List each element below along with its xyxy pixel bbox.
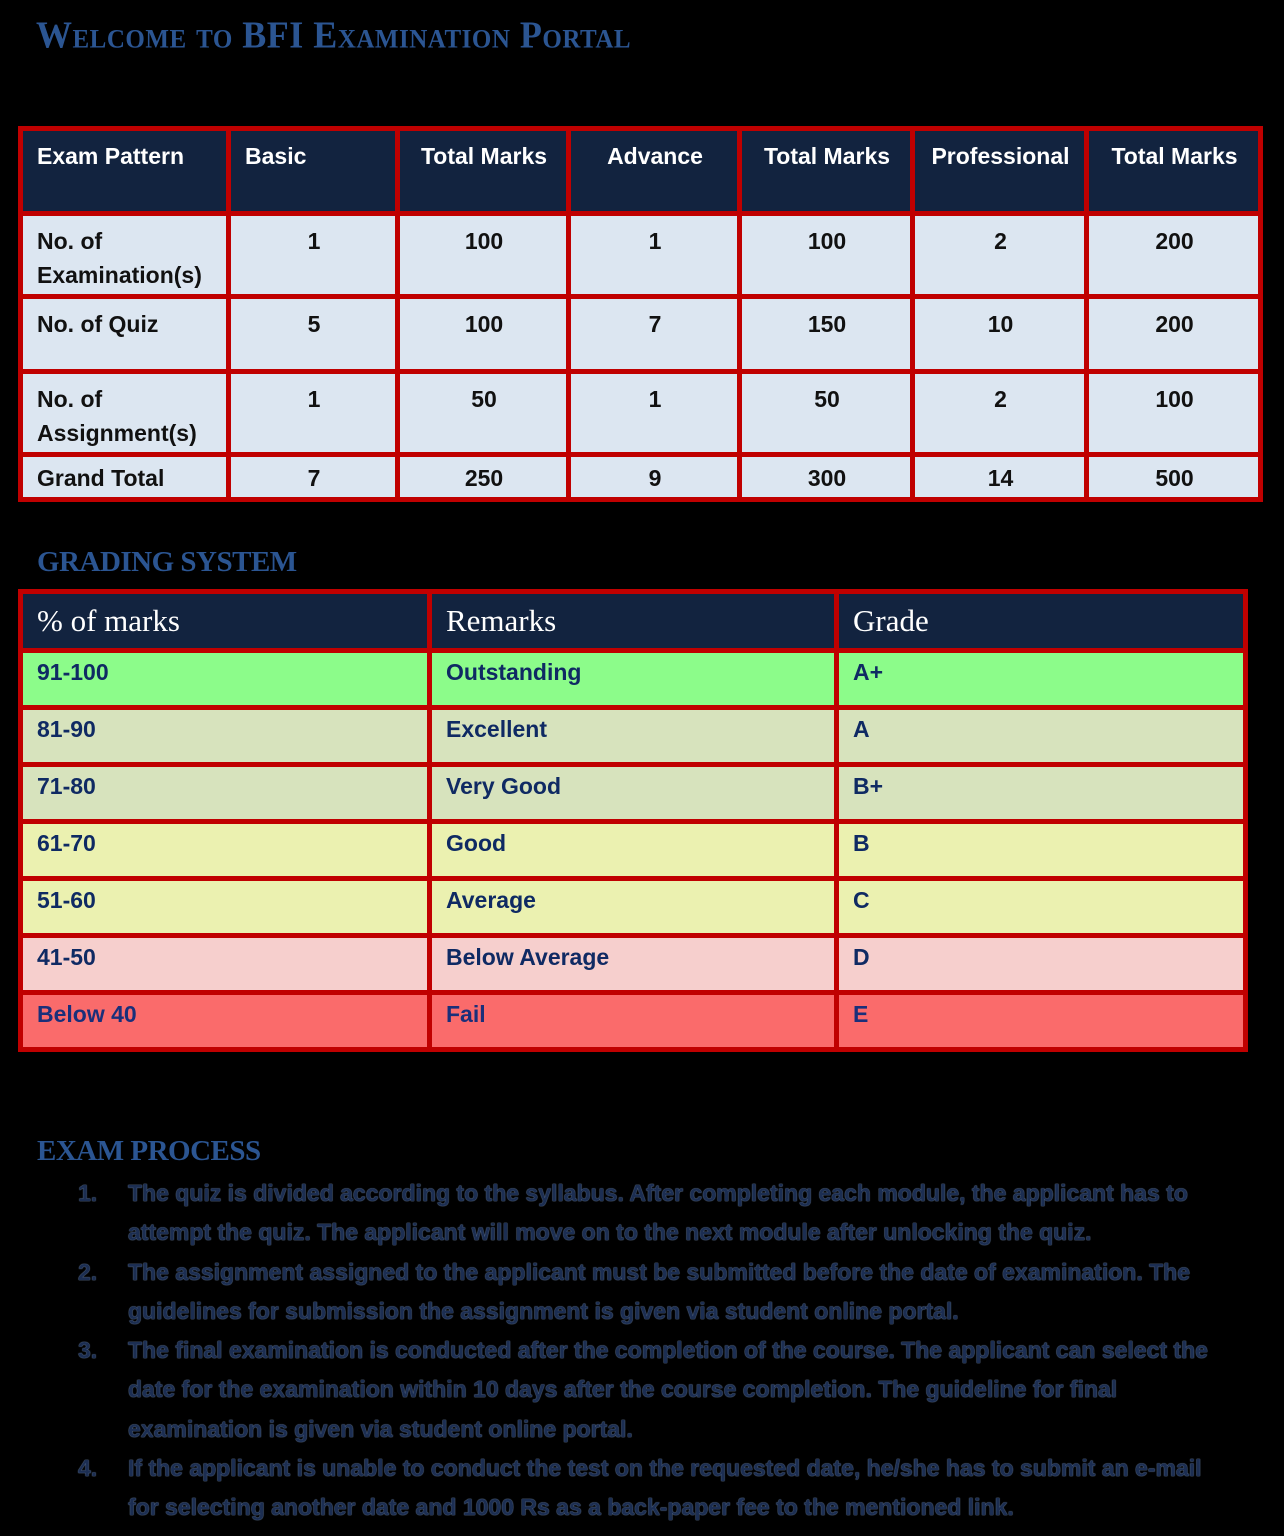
grade: B+ <box>837 765 1246 822</box>
marks-range: 91-100 <box>21 651 430 708</box>
remark: Fail <box>430 993 837 1050</box>
column-header: Basic <box>229 129 398 214</box>
step-number: 4. <box>78 1455 98 1482</box>
step-text: The quiz is divided according to the syllabus. After completing each module, the applicant has to attempt the quiz. The applicant will move on to the next module after unlocking the quiz. <box>128 1180 1188 1246</box>
remark: Excellent <box>430 708 837 765</box>
remark: Good <box>430 822 837 879</box>
grade-row <box>21 651 1246 708</box>
grade-row <box>21 936 1246 993</box>
grade: A <box>837 708 1246 765</box>
grade-row <box>21 822 1246 879</box>
table-cell: 7 <box>569 297 740 372</box>
row-label: No. of Assignment(s) <box>21 372 229 455</box>
step-text: The final examination is conducted after the completion of the course. The applicant can select the date for the examination within 10 days after the course completion. The guideline for final examination is given via student online portal. <box>128 1337 1208 1442</box>
table-cell: 10 <box>913 297 1087 372</box>
table-cell: 14 <box>913 455 1087 500</box>
step-number: 2. <box>78 1258 98 1285</box>
page-title: Welcome to BFI Examination Portal <box>36 14 632 57</box>
process-step <box>78 1253 1228 1332</box>
row-label: Grand Total <box>21 455 229 500</box>
column-header: Total Marks <box>1087 129 1261 214</box>
marks-range: Below 40 <box>21 993 430 1050</box>
table-cell: 50 <box>740 372 913 455</box>
grade-row <box>21 879 1246 936</box>
remark: Below Average <box>430 936 837 993</box>
table-cell: 100 <box>398 297 569 372</box>
table-cell: 1 <box>569 372 740 455</box>
table-cell: 7 <box>229 455 398 500</box>
row-label: No. of Examination(s) <box>21 214 229 297</box>
column-header: Grade <box>837 592 1246 651</box>
table-cell: 1 <box>569 214 740 297</box>
marks-range: 41-50 <box>21 936 430 993</box>
table-row <box>21 214 1261 297</box>
exam-process-heading: EXAM PROCESS <box>37 1135 261 1167</box>
column-header: Advance <box>569 129 740 214</box>
table-cell: 50 <box>398 372 569 455</box>
marks-range: 61-70 <box>21 822 430 879</box>
table-cell: 100 <box>1087 372 1261 455</box>
row-label: No. of Quiz <box>21 297 229 372</box>
grade-row <box>21 708 1246 765</box>
grade-row <box>21 993 1246 1050</box>
grade: B <box>837 822 1246 879</box>
table-row <box>21 372 1261 455</box>
column-header: Exam Pattern <box>21 129 229 214</box>
process-step <box>78 1174 1228 1253</box>
remark: Very Good <box>430 765 837 822</box>
exam-pattern-table <box>18 126 1263 502</box>
table-row <box>21 297 1261 372</box>
table-cell: 100 <box>740 214 913 297</box>
grade: A+ <box>837 651 1246 708</box>
grading-heading: GRADING SYSTEM <box>37 546 297 578</box>
table-cell: 200 <box>1087 214 1261 297</box>
grade: D <box>837 936 1246 993</box>
table-cell: 9 <box>569 455 740 500</box>
column-header: % of marks <box>21 592 430 651</box>
step-number: 3. <box>78 1337 98 1364</box>
exam-pattern-header-row <box>21 129 1261 214</box>
grading-header-row <box>21 592 1246 651</box>
table-cell: 1 <box>229 214 398 297</box>
step-text: If the applicant is unable to conduct the test on the requested date, he/she has to submit an e-mail for selecting another date and 1000 Rs as a back-paper fee to the mentioned link. <box>128 1455 1202 1521</box>
table-cell: 100 <box>398 214 569 297</box>
table-row-grand-total <box>21 455 1261 500</box>
remark: Outstanding <box>430 651 837 708</box>
column-header: Total Marks <box>398 129 569 214</box>
step-number: 1. <box>78 1180 98 1206</box>
column-header: Professional <box>913 129 1087 214</box>
table-cell: 300 <box>740 455 913 500</box>
marks-range: 51-60 <box>21 879 430 936</box>
column-header: Remarks <box>430 592 837 651</box>
table-cell: 200 <box>1087 297 1261 372</box>
marks-range: 71-80 <box>21 765 430 822</box>
grade-row <box>21 765 1246 822</box>
step-text: The assignment assigned to the applicant must be submitted before the date of examination. The guidelines for submission the assignment is given via student online portal. <box>128 1258 1190 1324</box>
exam-process-list <box>78 1174 1228 1528</box>
process-step <box>78 1331 1228 1449</box>
table-cell: 1 <box>229 372 398 455</box>
table-cell: 5 <box>229 297 398 372</box>
table-cell: 500 <box>1087 455 1261 500</box>
column-header: Total Marks <box>740 129 913 214</box>
table-cell: 150 <box>740 297 913 372</box>
remark: Average <box>430 879 837 936</box>
table-cell: 2 <box>913 214 1087 297</box>
grading-table <box>18 589 1248 1052</box>
table-cell: 2 <box>913 372 1087 455</box>
grade: C <box>837 879 1246 936</box>
grade: E <box>837 993 1246 1050</box>
marks-range: 81-90 <box>21 708 430 765</box>
table-cell: 250 <box>398 455 569 500</box>
process-step <box>78 1449 1228 1528</box>
